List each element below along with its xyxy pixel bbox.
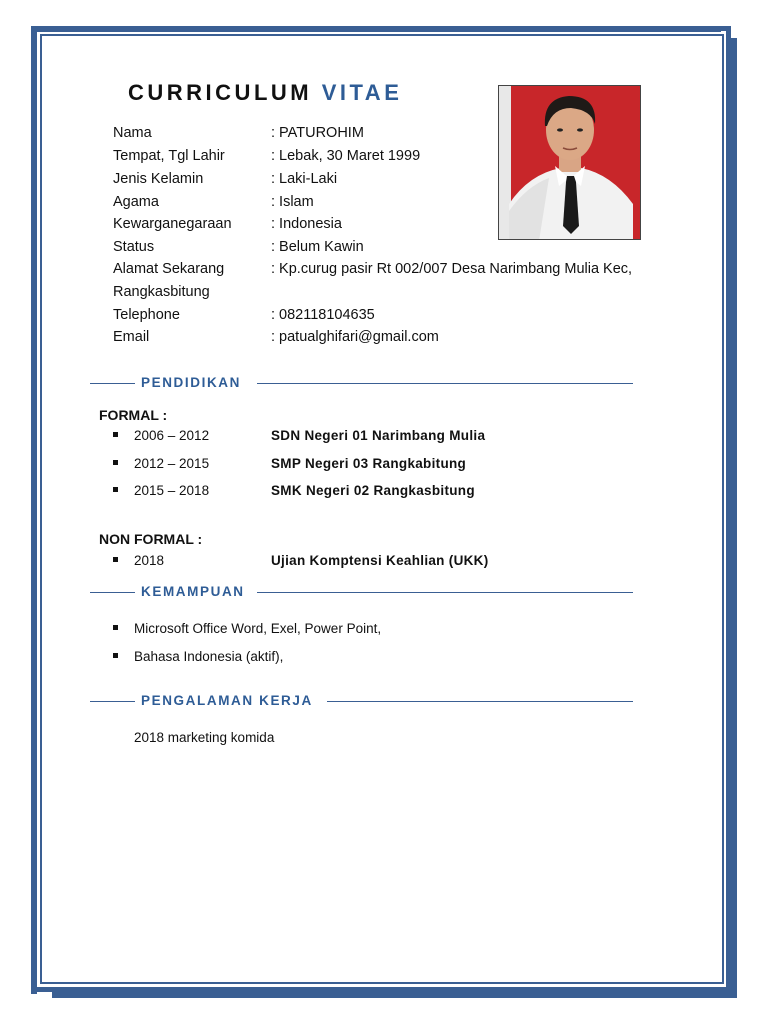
education-years: 2018 [134,553,165,568]
education-school: Ujian Komptensi Keahlian (UKK) [271,553,489,568]
bullet-icon [113,487,118,492]
experience-entry: 2018 marketing komida [134,730,275,745]
info-value: : PATUROHIM [271,125,364,141]
section-label: PENDIDIKAN [141,375,247,390]
info-value: : Islam [271,194,314,210]
info-label: Tempat, Tgl Lahir [113,148,225,164]
info-value: : patualghifari@gmail.com [271,329,439,345]
info-value: : Indonesia [271,216,342,232]
section-heading-experience [90,693,633,709]
skill-text: Microsoft Office Word, Exel, Power Point, [134,621,382,636]
info-label: Agama [113,194,159,210]
title-part-1: CURRICULUM [128,80,313,105]
divider-line [90,701,135,702]
education-years: 2006 – 2012 [134,428,210,443]
divider-line [257,592,633,593]
profile-photo [498,85,641,240]
info-label: Alamat Sekarang [113,261,225,277]
document-title [128,80,402,106]
divider-line [327,701,633,702]
bullet-icon [113,625,118,630]
divider-line [90,592,135,593]
info-label: Email [113,329,150,345]
info-label: Nama [113,125,152,141]
bullet-icon [113,432,118,437]
divider-line [90,383,135,384]
info-label: Telephone [113,307,180,323]
nonformal-heading: NON FORMAL : [99,531,203,547]
title-part-2: VITAE [321,80,403,105]
skill-text: Bahasa Indonesia (aktif), [134,649,284,664]
page-frame-right [731,38,737,998]
divider-line [257,383,633,384]
section-heading-skills [90,584,633,600]
info-value: : Belum Kawin [271,239,364,255]
info-value: : Lebak, 30 Maret 1999 [271,148,421,164]
section-label: KEMAMPUAN [141,584,251,599]
education-school: SDN Negeri 01 Narimbang Mulia [271,428,486,443]
education-school: SMK Negeri 02 Rangkasbitung [271,483,475,498]
address-continuation: Rangkasbitung [113,284,210,300]
formal-heading: FORMAL : [99,407,168,423]
info-value: : 082118104635 [271,307,375,323]
bullet-icon [113,653,118,658]
education-school: SMP Negeri 03 Rangkabitung [271,456,467,471]
portrait-illustration [499,86,641,240]
info-label: Status [113,239,155,255]
page-frame-bottom [52,992,737,998]
info-label: Kewarganegaraan [113,216,232,232]
bullet-icon [113,460,118,465]
bullet-icon [113,557,118,562]
section-heading-education [90,375,633,391]
info-value: : Kp.curug pasir Rt 002/007 Desa Narimbang Mulia Kec, [271,261,633,277]
info-label: Jenis Kelamin [113,171,204,187]
section-label: PENGALAMAN KERJA [141,693,319,708]
education-years: 2015 – 2018 [134,483,210,498]
info-value: : Laki-Laki [271,171,338,187]
education-years: 2012 – 2015 [134,456,210,471]
